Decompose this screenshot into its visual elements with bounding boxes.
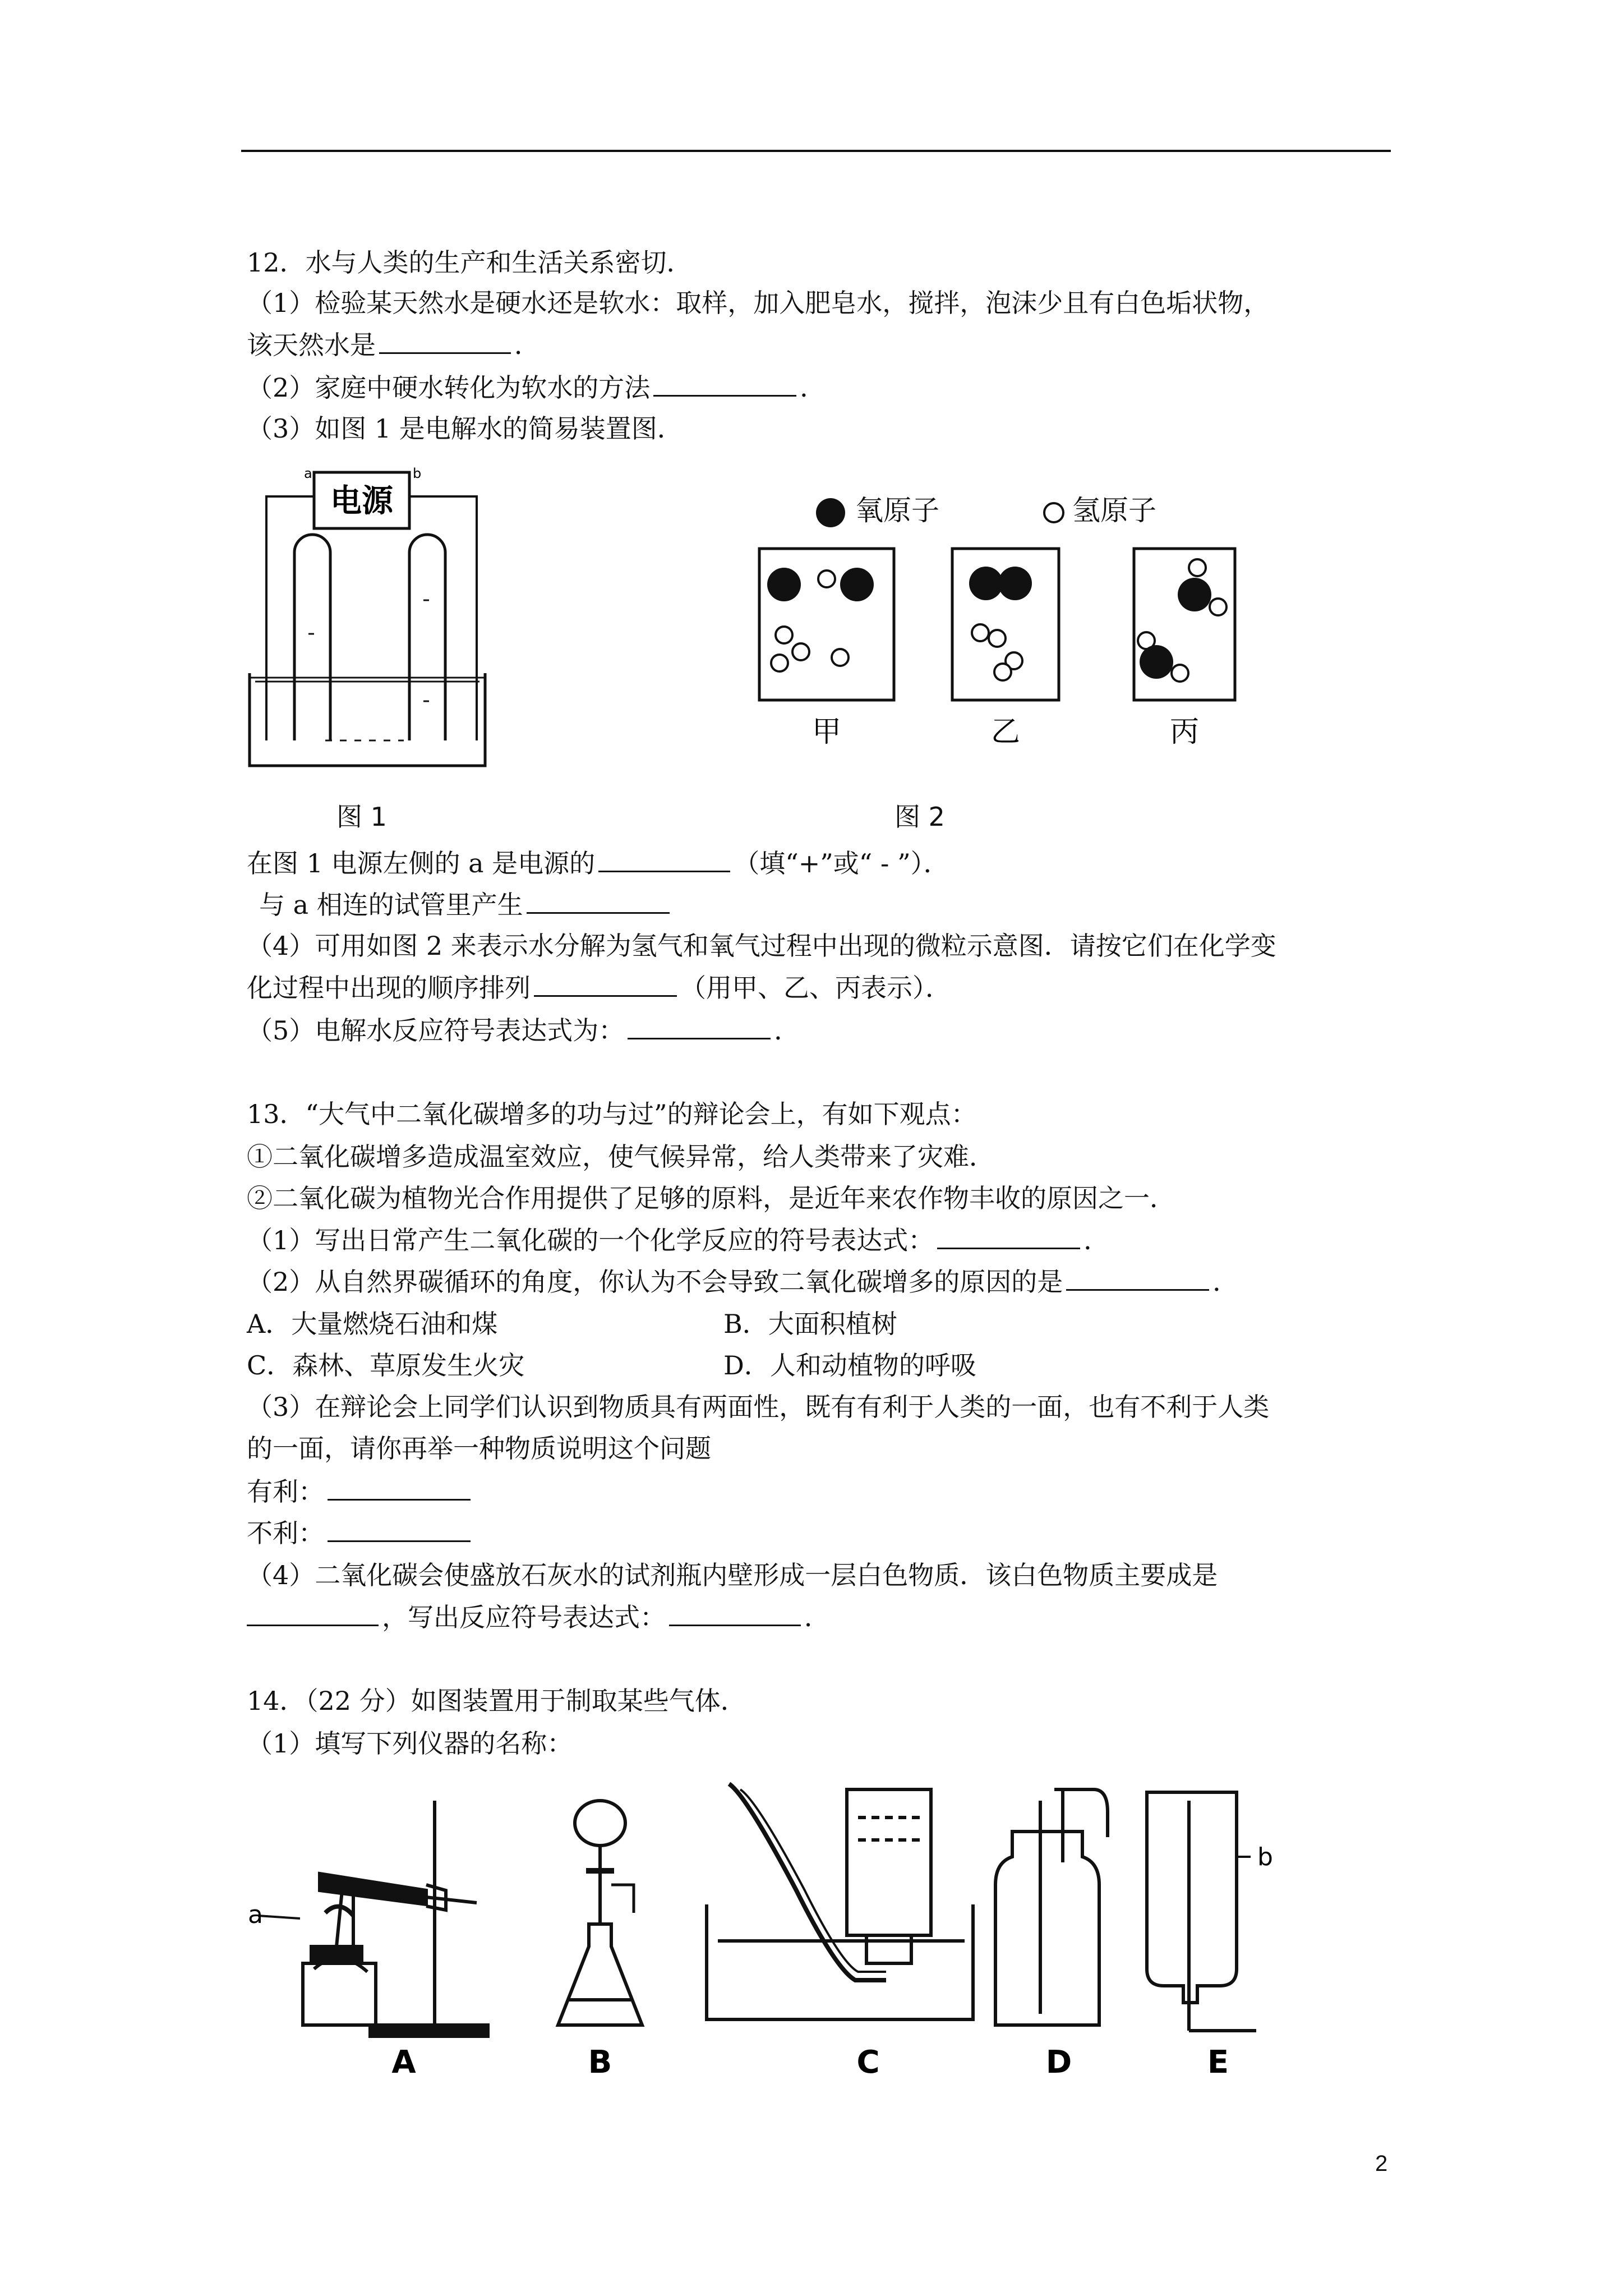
q12-after1: 在图 1 电源左侧的 a 是电源的 （填“+”或“ - ”）． xyxy=(247,846,949,880)
page-number: 2 xyxy=(1375,2151,1388,2176)
apparatus-b xyxy=(558,1801,642,2025)
answer-blank xyxy=(328,1516,471,1542)
answer-blank xyxy=(937,1223,1080,1249)
answer-blank xyxy=(247,1600,379,1626)
q14-part1: （1）填写下列仪器的名称： xyxy=(247,1728,573,1759)
q13-title: 13．“大气中二氧化碳增多的功与过”的辩论会上，有如下观点： xyxy=(247,1099,977,1129)
terminal-a: a xyxy=(304,466,312,481)
q12-title: 12．水与人类的生产和生活关系密切． xyxy=(247,247,693,278)
q12-part5: （5）电解水反应符号表达式为： ． xyxy=(247,1013,800,1047)
q12-part1-text: 该天然水是 xyxy=(247,330,376,360)
label-a: A xyxy=(391,2044,416,2081)
label-d: D xyxy=(1045,2044,1072,2081)
legend-hydrogen: 氢原子 xyxy=(1043,488,1156,528)
option-c: C．森林、草原发生火灾 xyxy=(247,1350,525,1381)
figure-gas-apparatus xyxy=(241,1778,1284,2092)
q12-part1-line1: （1）检验某天然水是硬水还是软水：取样，加入肥皂水，搅拌，泡沫少且有白色垢状物， xyxy=(247,288,1270,318)
q12-part3: （3）如图 1 是电解水的简易装置图． xyxy=(247,413,683,444)
q13-part3-line2: 的一面，请你再举一种物质说明这个问题 xyxy=(247,1433,711,1464)
answer-blank xyxy=(669,1600,801,1626)
option-d: D．人和动植物的呼吸 xyxy=(723,1350,976,1381)
box-label-yi: 乙 xyxy=(990,715,1021,749)
hydrogen-atom-icon xyxy=(1043,502,1064,523)
mark-b: b xyxy=(1257,1843,1273,1871)
figure-1-caption: 图 1 xyxy=(336,802,387,832)
q13-part4-line2: ，写出反应符号表达式： ． xyxy=(247,1600,830,1634)
q12-part2 xyxy=(247,370,826,404)
answer-blank xyxy=(527,887,670,914)
q12-part4-line2: 化过程中出现的顺序排列 （用甲、乙、丙表示）． xyxy=(247,970,951,1005)
q13-part4-line1: （4）二氧化碳会使盛放石灰水的试剂瓶内壁形成一层白色物质．该白色物质主要成是 xyxy=(247,1560,1218,1590)
box-label-bing: 丙 xyxy=(1169,715,1200,749)
legend-oxygen: 氧原子 xyxy=(816,488,939,528)
q12-after2: 与 a 相连的试管里产生 xyxy=(259,887,673,922)
q13-good: 有利： xyxy=(247,1474,474,1508)
q13-part1: （1）写出日常产生二氧化碳的一个化学反应的符号表达式： ． xyxy=(247,1223,1109,1257)
q12-part4-line1: （4）可用如图 2 来表示水分解为氢气和氧气过程中出现的微粒示意图．请按它们在化学变 xyxy=(247,931,1276,961)
answer-blank xyxy=(328,1474,471,1501)
figure-2-caption: 图 2 xyxy=(895,802,945,832)
option-a: A．大量燃烧石油和煤 xyxy=(247,1309,498,1339)
terminal-b: b xyxy=(413,466,422,481)
apparatus-a xyxy=(258,1801,488,2036)
apparatus-e xyxy=(1147,1792,1256,2031)
oxygen-atom-icon xyxy=(816,498,845,527)
answer-blank xyxy=(379,328,511,354)
header-rule xyxy=(241,150,1391,152)
period: ． xyxy=(800,372,826,403)
answer-blank xyxy=(598,846,730,872)
power-label: 电源 xyxy=(330,483,393,519)
answer-blank xyxy=(653,370,796,397)
answer-blank xyxy=(534,970,677,997)
q12-part2-text: （2）家庭中硬水转化为软水的方法 xyxy=(247,372,651,403)
answer-blank xyxy=(628,1013,771,1039)
q14-title: 14．（22 分）如图装置用于制取某些气体． xyxy=(247,1686,746,1716)
q13-part2: （2）从自然界碳循环的角度，你认为不会导致二氧化碳增多的原因的是 ． xyxy=(247,1264,1238,1299)
box-label-jia: 甲 xyxy=(811,715,842,749)
label-c: C xyxy=(856,2044,880,2081)
apparatus-c xyxy=(707,1784,973,2019)
q13-bad: 不利： xyxy=(247,1516,474,1550)
period: ． xyxy=(514,330,540,360)
mark-a: a xyxy=(248,1901,263,1929)
answer-blank xyxy=(1066,1264,1209,1291)
figure-2-particles xyxy=(751,544,1256,757)
label-b: B xyxy=(588,2044,612,2081)
q13-view1: ①二氧化碳增多造成温室效应，使气候异常，给人类带来了灾难． xyxy=(247,1142,995,1172)
option-b: B．大面积植树 xyxy=(723,1309,897,1339)
figure-1-electrolysis xyxy=(241,466,494,780)
q12-part1-line2 xyxy=(247,328,540,362)
q13-part3-line1: （3）在辩论会上同学们认识到物质具有两面性，既有有利于人类的一面，也有不利于人类 xyxy=(247,1392,1270,1422)
q13-view2: ②二氧化碳为植物光合作用提供了足够的原料，是近年来农作物丰收的原因之一． xyxy=(247,1183,1175,1213)
label-e: E xyxy=(1207,2044,1229,2081)
apparatus-d xyxy=(995,1789,1108,2025)
